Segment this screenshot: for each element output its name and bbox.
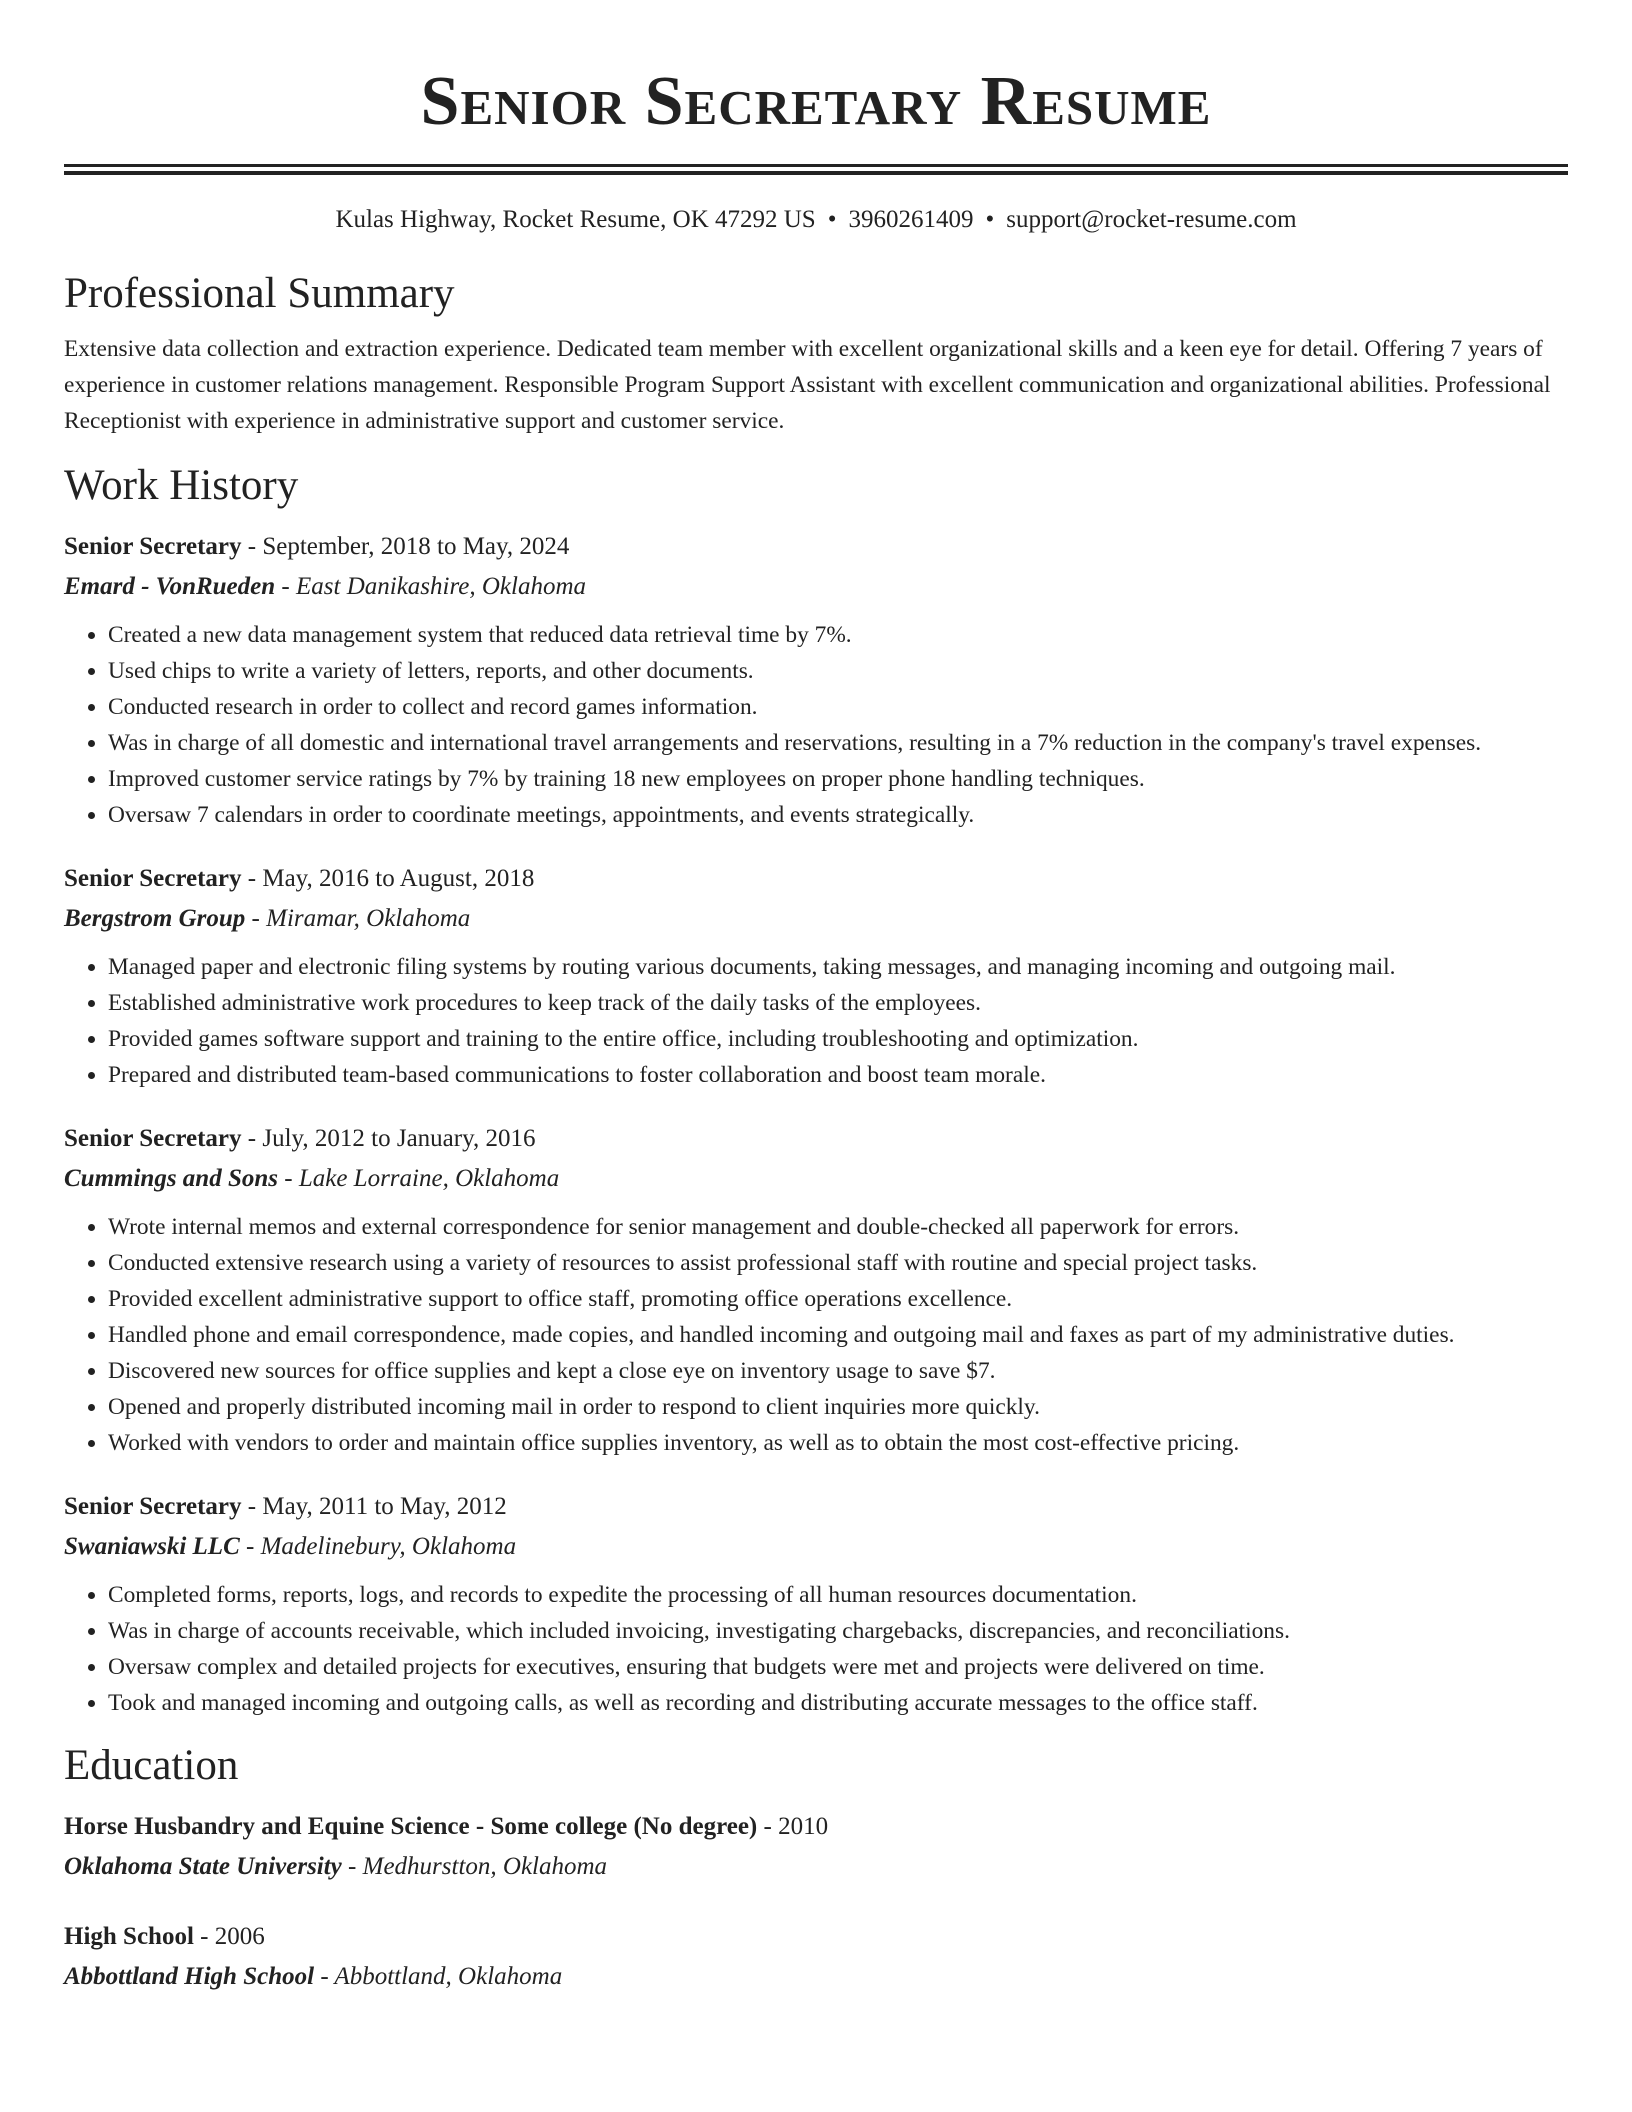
job-dates: - May, 2011 to May, 2012 <box>241 1493 507 1520</box>
job-bullet: • Managed paper and electronic filing systems by routing various documents, taking messages, and managing incoming and outgoing mail. <box>108 949 1568 985</box>
job-dates: - May, 2016 to August, 2018 <box>241 865 535 892</box>
job-bullet: • Handled phone and email correspondence, made copies, and handled incoming and outgoing mail and faxes as part of my administrative duties. <box>108 1317 1568 1353</box>
job-bullet: • Prepared and distributed team-based communications to foster collaboration and boost team morale. <box>108 1057 1568 1093</box>
education-degree: Horse Husbandry and Equine Science - Some college (No degree) <box>64 1813 758 1840</box>
education-location: - Abbottland, Oklahoma <box>314 1963 563 1990</box>
job-bullets <box>64 1209 1568 1461</box>
contact-separator: • <box>827 206 837 233</box>
job-bullet: • Provided games software support and training to the entire office, including troubleshooting and optimization. <box>108 1021 1568 1057</box>
contact-line <box>64 205 1568 235</box>
job-entry <box>64 1119 1568 1461</box>
job-role: Senior Secretary <box>64 533 242 560</box>
job-bullet: • Provided excellent administrative support to office staff, promoting office operations excellence. <box>108 1281 1568 1317</box>
education-school: Abbottland High School <box>64 1963 315 1990</box>
job-bullet: • Completed forms, reports, logs, and records to expedite the processing of all human resources documentation. <box>108 1577 1568 1613</box>
job-bullet: • Worked with vendors to order and maintain office supplies inventory, as well as to obtain the most cost-effective pricing. <box>108 1425 1568 1461</box>
contact-separator: • <box>985 206 995 233</box>
job-entry <box>64 859 1568 1093</box>
title-divider <box>64 164 1568 167</box>
job-bullet: • Conducted extensive research using a variety of resources to assist professional staff with routine and special project tasks. <box>108 1245 1568 1281</box>
resume-title: Senior Secretary Resume <box>420 63 1212 140</box>
job-bullets <box>64 617 1568 833</box>
job-location: - East Danikashire, Oklahoma <box>275 573 587 600</box>
job-bullets <box>64 949 1568 1093</box>
job-bullet: • Established administrative work procedures to keep track of the daily tasks of the employees. <box>108 985 1568 1021</box>
education-school: Oklahoma State University <box>64 1853 342 1880</box>
job-bullet: • Was in charge of accounts receivable, which included invoicing, investigating chargebacks, discrepancies, and reconciliations. <box>108 1613 1568 1649</box>
job-company: Bergstrom Group <box>64 905 246 932</box>
summary-text: Extensive data collection and extraction experience. Dedicated team member with excellent organizational skills and a keen eye for detail. Offering 7 years of experience in customer relations management. Responsible Program Support Assistant with excellent communication and organizational abilities. Professional Receptionist with experience in administrative support and customer service. <box>64 336 1551 434</box>
job-entry <box>64 1487 1568 1721</box>
education-year: - 2010 <box>757 1813 829 1840</box>
job-bullet: • Discovered new sources for office supplies and kept a close eye on inventory usage to save $7. <box>108 1353 1568 1389</box>
job-bullets <box>64 1577 1568 1721</box>
education-degree: High School <box>64 1923 194 1950</box>
job-bullet: • Opened and properly distributed incoming mail in order to respond to client inquiries more quickly. <box>108 1389 1568 1425</box>
job-dates: - July, 2012 to January, 2016 <box>241 1125 536 1152</box>
job-bullet: • Improved customer service ratings by 7% by training 18 new employees on proper phone handling techniques. <box>108 761 1568 797</box>
work-history-heading: Work History <box>64 462 299 509</box>
resume-page <box>64 0 1568 1997</box>
job-bullet: • Used chips to write a variety of letters, reports, and other documents. <box>108 653 1568 689</box>
contact-email[interactable]: support@rocket-resume.com <box>1006 206 1297 233</box>
job-location: - Miramar, Oklahoma <box>245 905 471 932</box>
job-company: Cummings and Sons <box>64 1165 278 1192</box>
job-role: Senior Secretary <box>64 865 242 892</box>
job-bullet: • Wrote internal memos and external correspondence for senior management and double-checked all paperwork for errors. <box>108 1209 1568 1245</box>
job-bullet: • Created a new data management system that reduced data retrieval time by 7%. <box>108 617 1568 653</box>
education-entry <box>64 1807 1568 1887</box>
summary-heading: Professional Summary <box>64 270 455 317</box>
job-role: Senior Secretary <box>64 1493 242 1520</box>
job-bullet: • Oversaw complex and detailed projects for executives, ensuring that budgets were met and projects were delivered on time. <box>108 1649 1568 1685</box>
job-company: Swaniawski LLC <box>64 1533 240 1560</box>
job-location: - Madelinebury, Oklahoma <box>239 1533 517 1560</box>
job-bullet: • Was in charge of all domestic and international travel arrangements and reservations, resulting in a 7% reduction in the company's travel expenses. <box>108 725 1568 761</box>
job-bullet: • Conducted research in order to collect and record games information. <box>108 689 1568 725</box>
education-heading: Education <box>64 1742 239 1789</box>
education-location: - Medhurstton, Oklahoma <box>341 1853 608 1880</box>
job-role: Senior Secretary <box>64 1125 242 1152</box>
job-bullet: • Took and managed incoming and outgoing calls, as well as recording and distributing accurate messages to the office staff. <box>108 1685 1568 1721</box>
contact-phone: 3960261409 <box>848 206 974 233</box>
contact-address: Kulas Highway, Rocket Resume, OK 47292 US <box>335 206 816 233</box>
job-bullet: • Oversaw 7 calendars in order to coordinate meetings, appointments, and events strategically. <box>108 797 1568 833</box>
job-location: - Lake Lorraine, Oklahoma <box>278 1165 560 1192</box>
job-dates: - September, 2018 to May, 2024 <box>241 533 570 560</box>
job-company: Emard - VonRueden <box>64 573 276 600</box>
education-year: - 2006 <box>193 1923 265 1950</box>
education-entry <box>64 1917 1568 1997</box>
job-entry <box>64 527 1568 833</box>
